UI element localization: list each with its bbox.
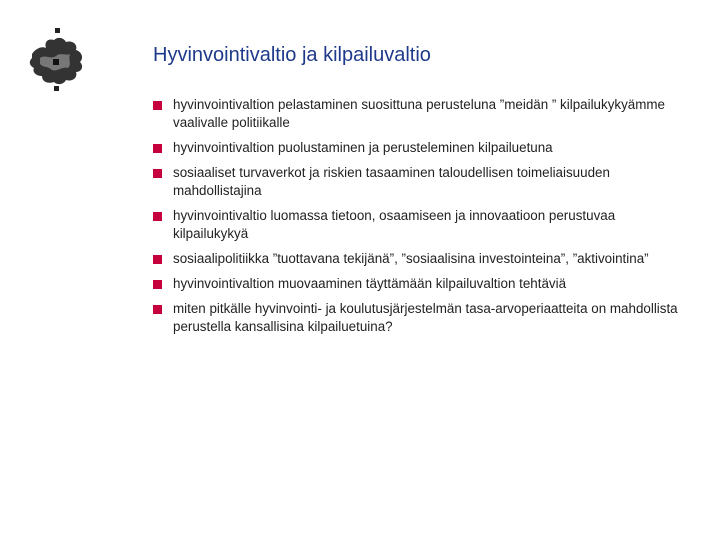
bullet-text: sosiaaliset turvaverkot ja riskien tasaaminen taloudellisen toimeliaisuuden mahdollistajina [173,165,610,198]
bullet-item [153,275,683,293]
bullet-marker [153,255,162,264]
bullet-item [153,250,683,268]
bullet-item [153,96,683,132]
bullet-text: hyvinvointivaltion puolustaminen ja perusteleminen kilpailuetuna [173,140,553,155]
bullet-marker [153,305,162,314]
bullet-item [153,164,683,200]
logo-square-top [55,28,60,33]
bullet-marker [153,212,162,221]
bullet-marker [153,101,162,110]
logo-square-middle [53,59,59,65]
bullet-marker [153,280,162,289]
bullet-item [153,300,683,336]
bullet-marker [153,169,162,178]
bullet-marker [153,144,162,153]
logo-square-bottom [54,86,59,91]
bullet-text: sosiaalipolitiikka ”tuottavana tekijänä”, ”sosiaalisina investointeina”, ”aktivointina” [173,251,649,266]
bullet-item [153,207,683,243]
bullet-text: hyvinvointivaltio luomassa tietoon, osaamiseen ja innovaatioon perustuvaa kilpailukykyä [173,208,616,241]
bullet-list [153,96,683,343]
bullet-text: miten pitkälle hyvinvointi- ja koulutusjärjestelmän tasa-arvoperiaatteita on mahdollista perustella kansallisina kilpailuetuina? [173,301,678,334]
bullet-text: hyvinvointivaltion pelastaminen suosittuna perusteluna ”meidän ” kilpailukykyämme vaalivalle politiikalle [173,97,665,130]
slide-title: Hyvinvointivaltio ja kilpailuvaltio [153,44,431,66]
bullet-item [153,139,683,157]
helsinki-university-flame-logo-icon [26,28,88,94]
bullet-text: hyvinvointivaltion muovaaminen täyttämään kilpailuvaltion tehtäviä [173,276,567,291]
